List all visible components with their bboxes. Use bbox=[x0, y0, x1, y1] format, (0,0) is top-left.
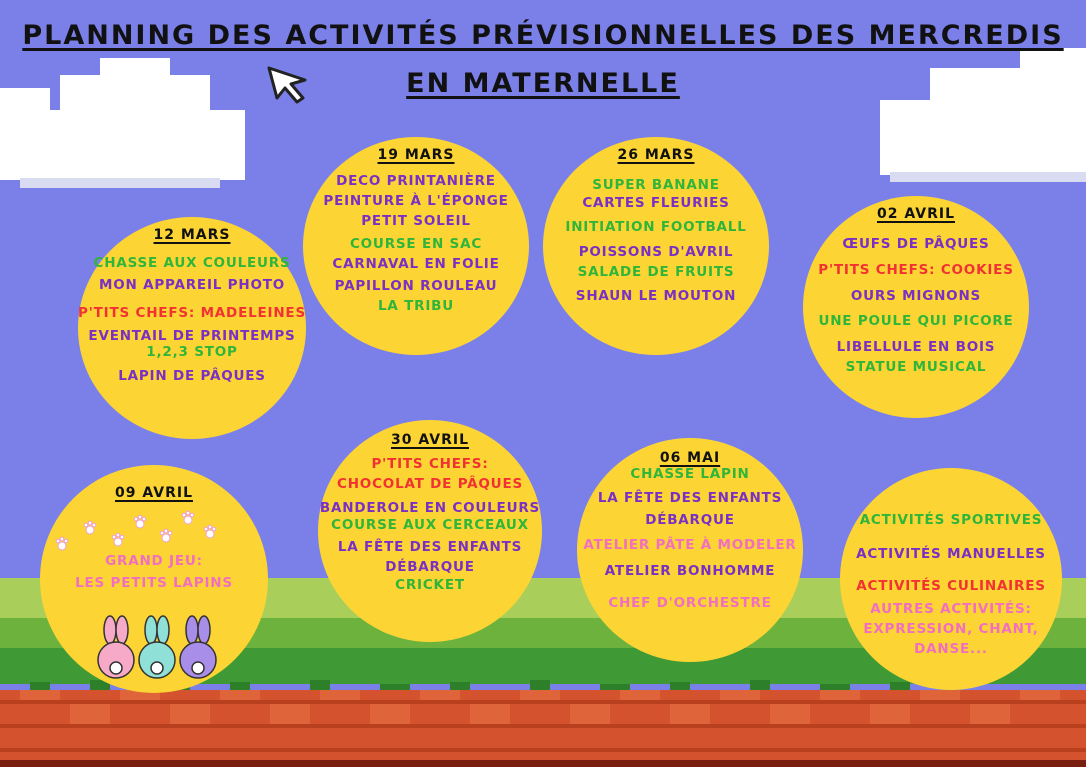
activity: P'TITS CHEFS: COOKIES bbox=[818, 262, 1014, 279]
activity: DÉBARQUE bbox=[645, 512, 735, 529]
activity: INITIATION FOOTBALL bbox=[565, 219, 747, 236]
activity: CHEF D'ORCHESTRE bbox=[608, 594, 772, 611]
activity: COURSE AUX CERCEAUX bbox=[331, 516, 529, 533]
activity: PEINTURE À L'ÉPONGE bbox=[323, 193, 509, 210]
activity: MON APPAREIL PHOTO bbox=[98, 277, 286, 294]
activity: LIBELLULE EN BOIS bbox=[836, 338, 996, 355]
activity: ATELIER BONHOMME bbox=[604, 562, 776, 579]
cursor-arrow-icon bbox=[265, 64, 311, 104]
date-label: 02 AVRIL bbox=[877, 206, 955, 222]
activity: 1,2,3 STOP bbox=[146, 343, 238, 360]
activity: P'TITS CHEFS: bbox=[371, 456, 489, 472]
date-label: 09 AVRIL bbox=[115, 485, 193, 501]
activity: SHAUN LE MOUTON bbox=[575, 287, 737, 304]
day-30-avril bbox=[318, 420, 542, 642]
day-26-mars bbox=[543, 137, 769, 355]
activity: SUPER BANANE bbox=[592, 177, 720, 193]
activity: LAPIN DE PÂQUES bbox=[118, 367, 266, 384]
title-line-2: EN MATERNELLE bbox=[406, 68, 680, 99]
activity: ŒUFS DE PÂQUES bbox=[842, 236, 990, 252]
legend-manual: ACTIVITÉS MANUELLES bbox=[856, 546, 1046, 563]
legend-other-detail: EXPRESSION, CHANT, bbox=[863, 620, 1039, 637]
activity: PAPILLON ROULEAU bbox=[334, 277, 498, 294]
activity: EVENTAIL DE PRINTEMPS bbox=[88, 327, 296, 344]
activity: UNE POULE QUI PICORE bbox=[818, 312, 1014, 329]
activity: P'TITS CHEFS: MADELEINES bbox=[78, 305, 306, 322]
date-label: 19 MARS bbox=[377, 147, 455, 163]
activity: CHASSE LAPIN bbox=[630, 466, 750, 482]
activity: CARTES FLEURIES bbox=[582, 195, 730, 212]
activity: POISSONS D'AVRIL bbox=[578, 243, 734, 260]
activity: CHOCOLAT DE PÂQUES bbox=[337, 476, 523, 493]
activity: PETIT SOLEIL bbox=[361, 213, 471, 230]
activity: CRICKET bbox=[395, 577, 465, 594]
legend-cooking: ACTIVITÉS CULINAIRES bbox=[856, 578, 1046, 595]
date-label: 26 MARS bbox=[617, 147, 695, 163]
activity: CARNAVAL EN FOLIE bbox=[332, 255, 500, 272]
activity: STATUE MUSICAL bbox=[845, 358, 987, 375]
activity: LA FÊTE DES ENFANTS bbox=[337, 538, 523, 555]
activity: LA TRIBU bbox=[377, 298, 455, 315]
day-19-mars bbox=[303, 137, 529, 355]
activity: ATELIER PÂTE À MODELER bbox=[583, 536, 797, 553]
day-02-avril bbox=[803, 196, 1029, 418]
activity: SALADE DE FRUITS bbox=[577, 263, 735, 280]
activity: BANDEROLE EN COULEURS bbox=[319, 500, 541, 517]
day-06-mai bbox=[577, 438, 803, 662]
date-label: 12 MARS bbox=[153, 227, 231, 243]
legend-sport: ACTIVITÉS SPORTIVES bbox=[859, 512, 1043, 528]
date-label: 30 AVRIL bbox=[391, 432, 469, 448]
brick-pattern bbox=[0, 690, 1086, 767]
bunny-icon bbox=[92, 612, 222, 682]
day-12-mars bbox=[78, 217, 306, 439]
activity: DECO PRINTANIÈRE bbox=[336, 173, 496, 189]
activity: COURSE EN SAC bbox=[349, 235, 483, 252]
legend-other-detail: DANSE... bbox=[914, 640, 988, 657]
activity: DÉBARQUE bbox=[385, 558, 475, 575]
activity: LES PETITS LAPINS bbox=[75, 575, 233, 592]
legend-circle bbox=[840, 468, 1062, 690]
legend-other: AUTRES ACTIVITÉS: bbox=[870, 600, 1032, 617]
paw-print-icon bbox=[52, 508, 222, 558]
activity: GRAND JEU: bbox=[105, 553, 203, 569]
title-line-1: PLANNING DES ACTIVITÉS PRÉVISIONNELLES DES MERCREDIS bbox=[22, 20, 1064, 51]
date-label: 06 MAI bbox=[659, 450, 721, 466]
activity: LA FÊTE DES ENFANTS bbox=[597, 490, 783, 507]
activity: OURS MIGNONS bbox=[850, 288, 982, 305]
activity: CHASSE AUX COULEURS bbox=[93, 255, 291, 271]
